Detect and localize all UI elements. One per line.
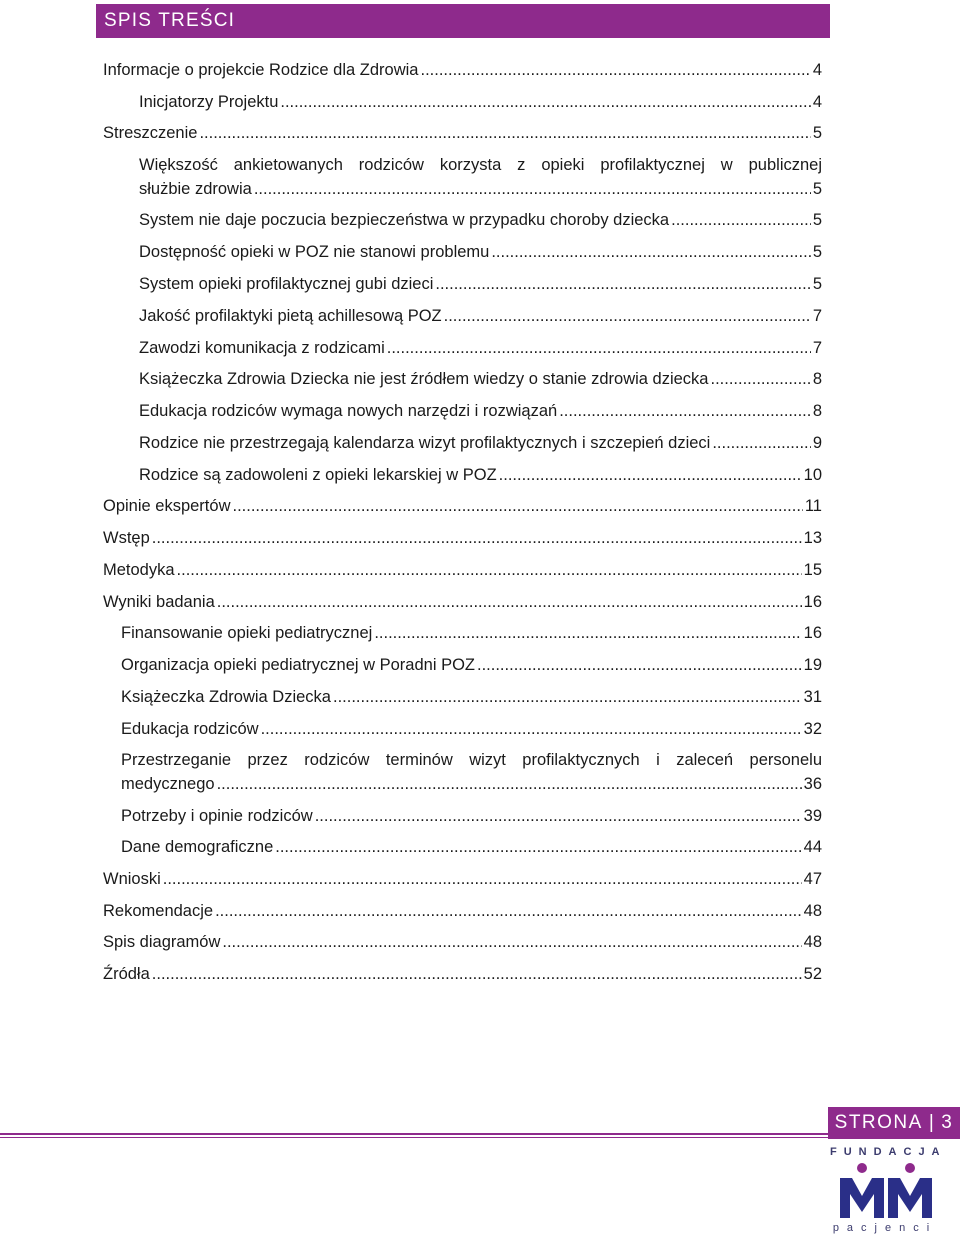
toc-entry-leader bbox=[254, 177, 811, 201]
toc-entry[interactable] bbox=[121, 653, 822, 677]
toc-entry[interactable] bbox=[103, 121, 822, 145]
toc-entry-title: Inicjatorzy Projektu bbox=[139, 93, 279, 111]
toc-entry-leader bbox=[217, 590, 802, 614]
page-number-badge bbox=[828, 1107, 960, 1139]
mm-logo-icon bbox=[838, 1162, 938, 1220]
toc-entry[interactable] bbox=[103, 494, 822, 518]
toc-entry-page: 5 bbox=[812, 211, 822, 229]
toc-entry-title: Wyniki badania bbox=[103, 593, 215, 611]
toc-entry-leader bbox=[199, 121, 810, 145]
toc-entry-page: 39 bbox=[803, 807, 822, 825]
toc-entry-page: 16 bbox=[803, 624, 822, 642]
toc-entry-page: 5 bbox=[812, 275, 822, 293]
toc-entry[interactable] bbox=[139, 367, 822, 391]
toc-entry-title: Finansowanie opieki pediatrycznej bbox=[121, 624, 373, 642]
toc-entry-title: Rodzice nie przestrzegają kalendarza wizyt profilaktycznych i szczepień dzieci bbox=[139, 434, 711, 452]
toc-entry-leader bbox=[491, 240, 810, 264]
toc-entry-title: Jakość profilaktyki pietą achillesową POZ bbox=[139, 307, 442, 325]
toc-entry[interactable] bbox=[103, 58, 822, 82]
toc-entry-title: Streszczenie bbox=[103, 124, 198, 142]
toc-entry-leader bbox=[232, 494, 802, 518]
toc-entry-title: Rekomendacje bbox=[103, 902, 214, 920]
toc-entry[interactable] bbox=[103, 526, 822, 550]
toc-entry-leader bbox=[280, 90, 810, 114]
toc-entry-page: 31 bbox=[803, 688, 822, 706]
toc-entry[interactable] bbox=[103, 899, 822, 923]
toc-entry-title: Książeczka Zdrowia Dziecka nie jest źródłem wiedzy o stanie zdrowia dziecka bbox=[139, 370, 709, 388]
toc-entry-page: 36 bbox=[803, 775, 822, 793]
toc-entry[interactable] bbox=[139, 463, 822, 487]
toc-entry-page: 4 bbox=[812, 93, 822, 111]
toc-entry-leader bbox=[420, 58, 810, 82]
toc-entry-leader bbox=[387, 336, 811, 360]
toc-entry-leader bbox=[217, 772, 802, 796]
toc-entry-title: Dostępność opieki w POZ nie stanowi problemu bbox=[139, 243, 490, 261]
toc-entry[interactable] bbox=[139, 336, 822, 360]
toc-entry-title: Informacje o projekcie Rodzice dla Zdrowia bbox=[103, 61, 419, 79]
toc-entry-title: Potrzeby i opinie rodziców bbox=[121, 807, 313, 825]
toc-entry-title: Organizacja opieki pediatrycznej w Poradni POZ bbox=[121, 656, 476, 674]
toc-entry-title: System nie daje poczucia bezpieczeństwa w przypadku choroby dziecka bbox=[139, 211, 670, 229]
toc-entry-leader bbox=[477, 653, 802, 677]
toc-entry-leader bbox=[222, 930, 801, 954]
toc-entry-page: 11 bbox=[804, 497, 822, 515]
toc-entry-page: 7 bbox=[812, 339, 822, 357]
toc-entry[interactable] bbox=[139, 153, 822, 201]
toc-entry-page: 32 bbox=[803, 720, 822, 738]
toc-entry-leader bbox=[152, 962, 802, 986]
toc-entry-page: 48 bbox=[803, 902, 822, 920]
footer-divider bbox=[0, 1133, 830, 1138]
toc-heading: SPIS TREŚCI bbox=[104, 10, 236, 31]
toc-entry[interactable] bbox=[103, 590, 822, 614]
toc-entry[interactable] bbox=[121, 717, 822, 741]
toc-entry-page: 5 bbox=[812, 243, 822, 261]
toc-entry-page: 10 bbox=[803, 466, 822, 484]
toc-entry-title-line1: Przestrzeganie przez rodziców terminów wizyt profilaktycznych i zaleceń personelu bbox=[121, 751, 822, 769]
toc-entry[interactable] bbox=[121, 621, 822, 645]
toc-entry-leader bbox=[177, 558, 802, 582]
toc-entry[interactable] bbox=[139, 208, 822, 232]
toc-entry-leader bbox=[435, 272, 810, 296]
toc-entry-leader bbox=[215, 899, 802, 923]
toc-entry-leader bbox=[444, 304, 811, 328]
page-number: 3 bbox=[941, 1112, 954, 1133]
toc-entry-page: 44 bbox=[803, 838, 822, 856]
toc-entry-page: 8 bbox=[812, 370, 822, 388]
toc-entry-leader bbox=[671, 208, 811, 232]
toc-entry-page: 4 bbox=[812, 61, 822, 79]
toc-entry[interactable] bbox=[139, 304, 822, 328]
toc-entry-leader bbox=[261, 717, 802, 741]
toc-entry[interactable] bbox=[121, 804, 822, 828]
toc-entry-page: 9 bbox=[812, 434, 822, 452]
toc-entry-title: Metodyka bbox=[103, 561, 175, 579]
toc-entry[interactable] bbox=[139, 431, 822, 455]
toc-entry-leader bbox=[333, 685, 802, 709]
toc-entry-leader bbox=[275, 835, 801, 859]
toc-entry[interactable] bbox=[103, 867, 822, 891]
toc-entry[interactable] bbox=[121, 748, 822, 796]
toc-entry[interactable] bbox=[139, 399, 822, 423]
foundation-logo bbox=[830, 1144, 950, 1240]
toc-entry-leader bbox=[152, 526, 802, 550]
toc-entry-leader bbox=[712, 431, 810, 455]
toc-entry-page: 16 bbox=[803, 593, 822, 611]
toc-entry-page: 15 bbox=[803, 561, 822, 579]
toc-entry-leader bbox=[315, 804, 802, 828]
toc-entry-page: 5 bbox=[812, 124, 822, 142]
toc-entry-title: Książeczka Zdrowia Dziecka bbox=[121, 688, 331, 706]
toc-entry-title: Zawodzi komunikacja z rodzicami bbox=[139, 339, 385, 357]
toc-entry-title: Edukacja rodziców wymaga nowych narzędzi i rozwiązań bbox=[139, 402, 558, 420]
toc-entry[interactable] bbox=[103, 558, 822, 582]
toc-entry[interactable] bbox=[139, 90, 822, 114]
logo-bottom-text: pacjenci bbox=[832, 1222, 938, 1234]
toc-entry-page: 19 bbox=[803, 656, 822, 674]
toc-entry-title: służbie zdrowia bbox=[139, 180, 252, 198]
toc-entry-title: medycznego bbox=[121, 775, 215, 793]
toc-entry-title: Źródła bbox=[103, 965, 150, 983]
toc-entry-leader bbox=[374, 621, 801, 645]
toc-entry[interactable] bbox=[121, 835, 822, 859]
toc-entry-page: 5 bbox=[812, 180, 822, 198]
toc-entry-title: Opinie ekspertów bbox=[103, 497, 231, 515]
toc-entry[interactable] bbox=[121, 685, 822, 709]
toc-entry-title: Spis diagramów bbox=[103, 933, 221, 951]
toc-entry-title: Edukacja rodziców bbox=[121, 720, 259, 738]
toc-entry-title-line1: Większość ankietowanych rodziców korzysta z opieki profilaktycznej w publicznej bbox=[139, 156, 822, 174]
toc-entry[interactable] bbox=[103, 930, 822, 954]
toc-entry-leader bbox=[710, 367, 810, 391]
toc-entry-page: 48 bbox=[803, 933, 822, 951]
toc-entry-page: 13 bbox=[803, 529, 822, 547]
page-label: STRONA bbox=[834, 1112, 923, 1133]
toc-entry-leader bbox=[163, 867, 802, 891]
page-separator: | bbox=[928, 1112, 936, 1133]
toc-entry-leader bbox=[499, 463, 802, 487]
toc-entry-leader bbox=[559, 399, 811, 423]
logo-top-text: FUNDACJA bbox=[830, 1146, 947, 1158]
toc-entry-title: Rodzice są zadowoleni z opieki lekarskiej w POZ bbox=[139, 466, 497, 484]
toc-entry-title: Dane demograficzne bbox=[121, 838, 274, 856]
toc-entry-title: System opieki profilaktycznej gubi dzieci bbox=[139, 275, 434, 293]
toc-entry[interactable] bbox=[103, 962, 822, 986]
toc-entry-page: 47 bbox=[803, 870, 822, 888]
toc-entry-title: Wnioski bbox=[103, 870, 161, 888]
toc-entry-page: 8 bbox=[812, 402, 822, 420]
toc-entry[interactable] bbox=[139, 240, 822, 264]
toc-entry-page: 7 bbox=[812, 307, 822, 325]
toc-entry-page: 52 bbox=[803, 965, 822, 983]
toc-entry-title: Wstęp bbox=[103, 529, 150, 547]
toc-entry[interactable] bbox=[139, 272, 822, 296]
